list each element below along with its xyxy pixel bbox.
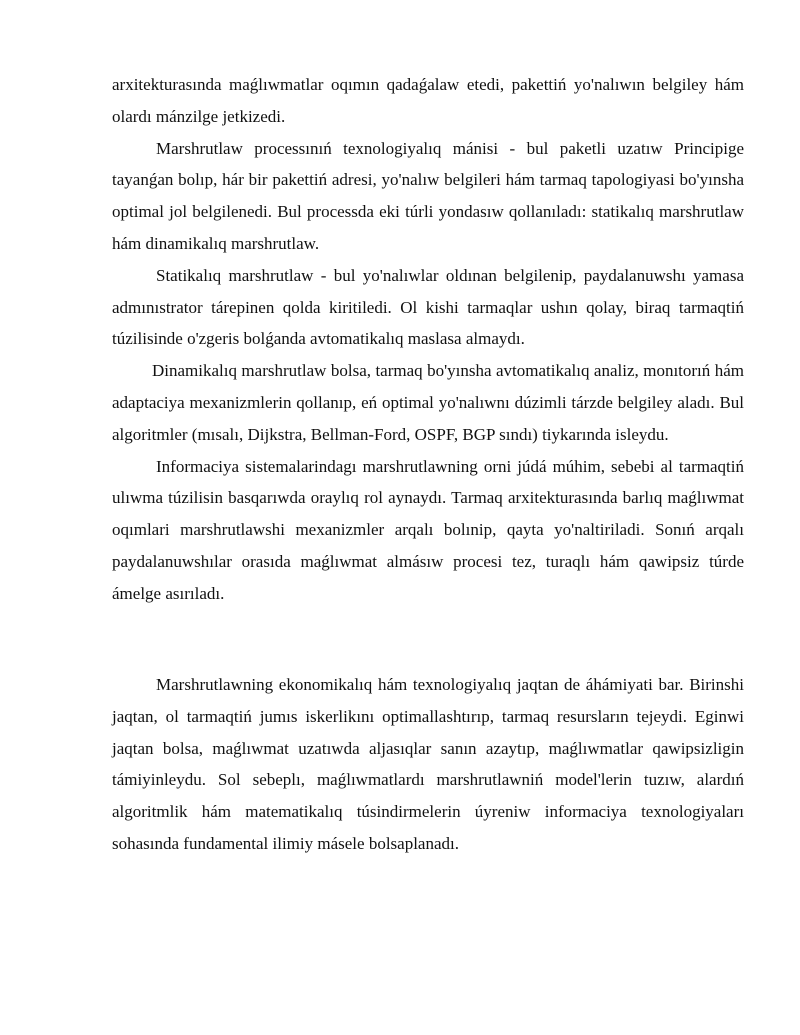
paragraph-routing-importance: Marshrutlawning ekonomikalıq hám texnologiyalıq jaqtan de áhámiyati bar. Birinshi jaqtan, ol tarmaqtiń jumıs iskerlikını optimallashtırıp, tarmaq resursların tejeydi. Eginwi jaqtan bolsa, maǵlıwmat uzatıwda aljasıqlar sanın azaytıp, maǵlıwmatlar qawipsizligin támiyinleydu. Sol sebeplı, maǵlıwmatlardı marshrutlawniń model'lerin tuzıw, alardıń algoritmlik hám matematikalıq túsindirmelerin úyreniw informaciya texnologiyaları sohasında fundamental ilimiy másele bolsaplanadı. — [112, 675, 744, 853]
paragraph-routing-role: Informaciya sistemalarindagı marshrutlawning orni júdá múhim, sebebi al tarmaqtiń ulıwma túzilisin basqarıwda oraylıq rol aynaydı. Tarmaq arxitekturasında barlıq maǵlıwmat oqımlari marshrutlawshi mexanizmler arqalı bolınip, qayta yo'naltiriladi. Sonıń arqalı paydalanuwshılar orasıda maǵlıwmat almásıw procesi tez, turaqlı hám qawipsiz túrde ámelge asırıladı. — [112, 456, 744, 603]
paragraph-continuation: arxitekturasında maǵlıwmatlar oqımın qadaǵalaw etedi, pakettiń yo'nalıwın belgiley hám olardı mánzilge jetkizedi. — [112, 75, 744, 126]
paragraph-dynamic-routing: Dinamikalıq marshrutlaw bolsa, tarmaq bo'yınsha avtomatikalıq analiz, monıtorıń hám adaptaciya mexanizmlerin qollanıp, eń optimal yo'nalıwnı dúzimli tárzde belgiley aladı. Bul algoritmler (mısalı, Dijkstra, Bellman-Ford, OSPF, BGP sındı) tiykarında isleydu. — [112, 361, 744, 444]
body-text — [112, 69, 744, 610]
paragraph-static-routing: Statikalıq marshrutlaw - bul yo'nalıwlar oldınan belgilenip, paydalanuwshı yamasa admınıstrator tárepinen qolda kiritiledi. Ol kishi tarmaqlar ushın qolay, biraq tarmaqtiń túzilisinde o'zgeris bolǵanda avtomatikalıq maslasa almaydı. — [112, 265, 744, 349]
body-text-2 — [112, 669, 744, 860]
paragraph-routing-essence: Marshrutlaw processınıń texnologiyalıq mánisi - bul paketli uzatıw Principige tayanǵan bolıp, hár bir pakettiń adresi, yo'nalıw belgileri hám tarmaq tapologiyasi bo'yınsha optimal jol belgilenedi. Bul processda eki túrli yondasıw qollanıladı: statikalıq marshrutlaw hám dinamikalıq marshrutlaw. — [112, 138, 744, 253]
